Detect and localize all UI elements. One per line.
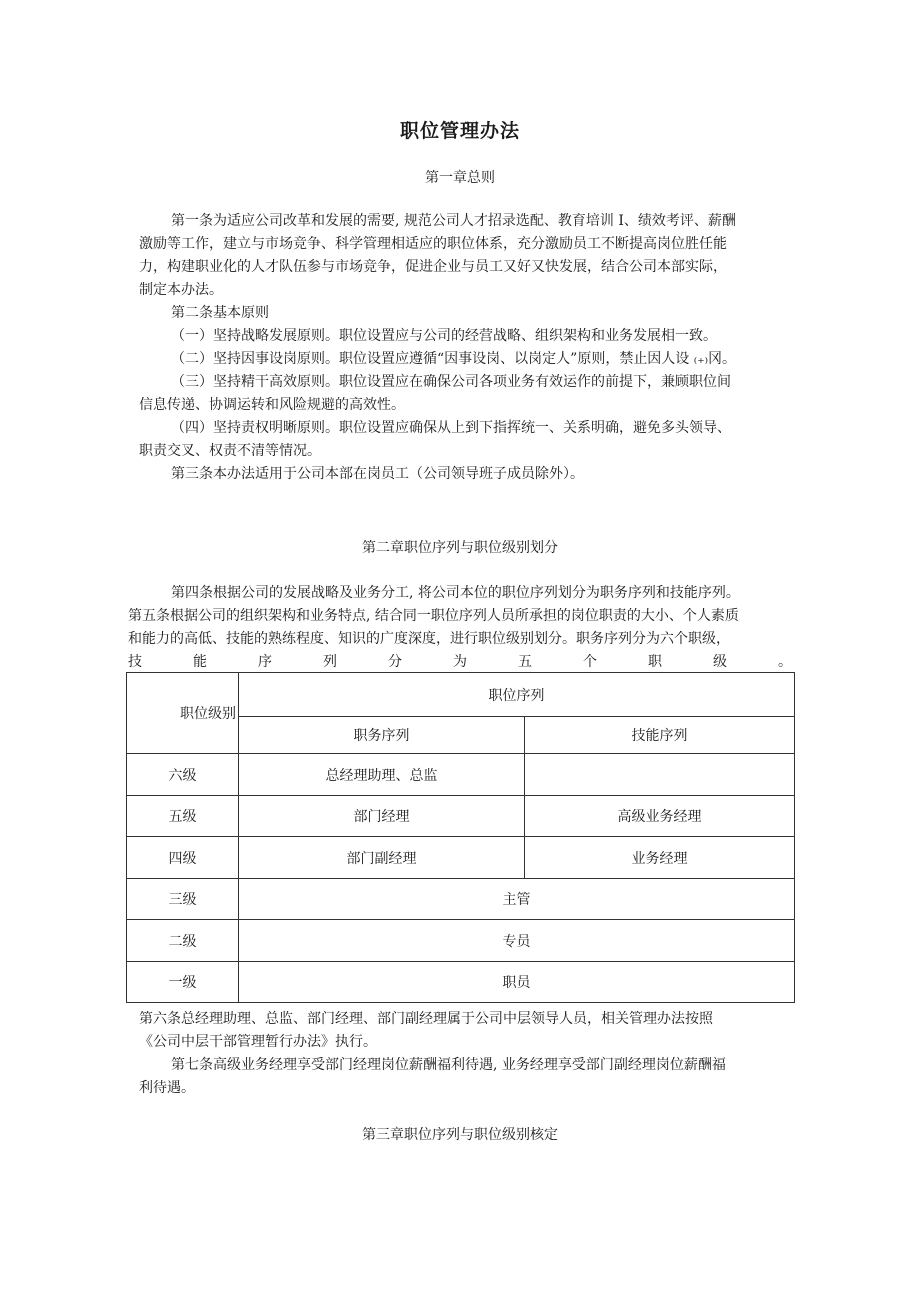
article-7-line: 第七条高级业务经理享受部门经理岗位薪酬福利待遇, 业务经理享受部门副经理岗位薪酬福 (171, 1057, 726, 1073)
article-6-line: 第六条总经理助理、总监、部门经理、部门副经理属于公司中层领导人员，相关管理办法按照 (139, 1011, 713, 1027)
article-4: 第四条根据公司的发展战略及业务分工, 将公司本位的职位序列划分为职务序列和技能序列。 (171, 585, 740, 601)
duty-sequence-header: 职务序列 (239, 717, 525, 754)
duty-cell: 部门经理 (239, 796, 525, 837)
table-header-row (127, 673, 795, 717)
chapter-3-heading: 第三章职位序列与职位级别核定 (362, 1127, 558, 1143)
table-row (127, 754, 795, 796)
spread-char: 序 (258, 654, 272, 670)
chapter-2-heading: 第二章职位序列与职位级别划分 (362, 540, 558, 556)
sequence-header-cell: 职位序列 (239, 673, 795, 717)
spread-char: 职 (648, 654, 662, 670)
spread-char: 。 (778, 654, 792, 670)
principle-4-line: （四）坚持责权明晰原则。职位设置应确保从上到下指挥统一、关系明确，避免多头领导、 (171, 420, 731, 436)
skill-cell (525, 754, 795, 796)
chapter-1-heading: 第一章总则 (425, 170, 495, 186)
grade-cell: 二级 (127, 920, 239, 962)
principle-3-line: （三）坚持精干高效原则。职位设置应在确保公司各项业务有效运作的前提下，兼顾职位间 (171, 374, 731, 390)
skill-cell: 高级业务经理 (525, 796, 795, 837)
spread-char: 五 (518, 654, 532, 670)
grade-cell: 四级 (127, 837, 239, 879)
principle-4-line: 职责交叉、权责不清等情况。 (139, 443, 321, 459)
spread-char: 能 (193, 654, 207, 670)
spread-char: 个 (583, 654, 597, 670)
document-title: 职位管理办法 (399, 120, 520, 142)
merged-cell: 职员 (239, 962, 795, 1003)
grade-header-cell: 职位级别 (127, 673, 239, 754)
principle-1: （一）坚持战略发展原则。职位设置应与公司的经营战略、组织架构和业务发展相一致。 (171, 328, 717, 344)
table-row (127, 879, 795, 920)
article-1-line: 第一条为适应公司改革和发展的需要, 规范公司人才招录选配、教育培训 I、绩效考评、薪酬 (171, 213, 736, 229)
skill-cell: 业务经理 (525, 837, 795, 879)
article-7-line: 利待遇。 (139, 1080, 195, 1096)
grade-cell: 三级 (127, 879, 239, 920)
article-1-line: 力，构建职业化的人才队伍参与市场竞争，促进企业与员工又好又快发展，结合公司本部实际， (139, 259, 727, 275)
duty-cell: 总经理助理、总监 (239, 754, 525, 796)
principle-2: （二）坚持因事设岗原则。职位设置应遵循“因事设岗、以岗定人”原则，禁止因人设 ₍₊₎冈。 (171, 351, 737, 367)
article-5-spread-line (128, 651, 792, 674)
merged-cell: 专员 (239, 920, 795, 962)
spread-char: 级 (713, 654, 727, 670)
grade-cell: 一级 (127, 962, 239, 1003)
job-grade-table (126, 672, 795, 1003)
principle-3-line: 信息传递、协调运转和风险规避的高效性。 (139, 397, 405, 413)
article-1-line: 制定本办法。 (139, 282, 223, 298)
table-row (127, 796, 795, 837)
article-6-line: 《公司中层干部管理暂行办法》执行。 (139, 1034, 377, 1050)
table-row (127, 962, 795, 1003)
article-1-line: 激励等工作，建立与市场竞争、科学管理相适应的职位体系，充分激励员工不断提高岗位胜任能 (139, 236, 727, 252)
table-row (127, 920, 795, 962)
article-2-heading: 第二条基本原则 (171, 305, 269, 321)
spread-char: 分 (388, 654, 402, 670)
article-5-line: 第五条根据公司的组织架构和业务特点, 结合同一职位序列人员所承担的岗位职责的大小、个人素质 (128, 608, 739, 624)
spread-char: 技 (128, 654, 142, 670)
article-3: 第三条本办法适用于公司本部在岗员工（公司领导班子成员除外）。 (171, 466, 584, 482)
table-row (127, 837, 795, 879)
grade-cell: 五级 (127, 796, 239, 837)
merged-cell: 主管 (239, 879, 795, 920)
duty-cell: 部门副经理 (239, 837, 525, 879)
spread-char: 列 (323, 654, 337, 670)
skill-sequence-header: 技能序列 (525, 717, 795, 754)
grade-cell: 六级 (127, 754, 239, 796)
sequence-header-divider (238, 716, 794, 717)
spread-char: 为 (453, 654, 467, 670)
article-5-line: 和能力的高低、技能的熟练程度、知识的广度深度，进行职位级别划分。职务序列分为六个职级， (128, 631, 730, 647)
